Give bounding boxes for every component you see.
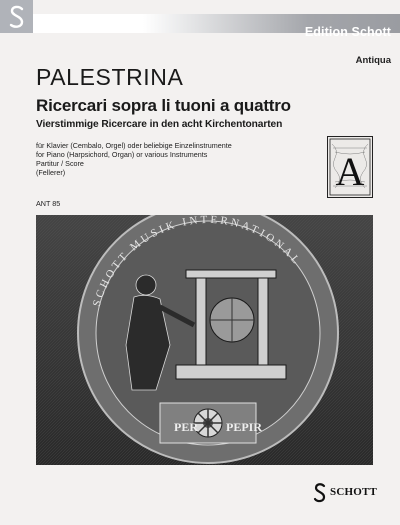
schott-s-logo	[0, 0, 33, 33]
instrumentation-en: for Piano (Harpsichord, Organ) or various Instruments	[36, 150, 208, 159]
edition-label: Edition Schott	[304, 25, 391, 39]
decorative-initial-a-icon	[327, 136, 373, 198]
editor: (Fellerer)	[36, 168, 66, 177]
publisher-name: SCHOTT	[330, 486, 378, 498]
series-label: Antiqua	[355, 55, 391, 66]
s-logo-icon	[8, 5, 26, 29]
initial-letter: A	[335, 149, 365, 194]
engraving-illustration	[36, 215, 373, 465]
header-bar	[0, 0, 400, 39]
catalog-number: ANT 85	[36, 199, 61, 208]
work-title: Ricercari sopra li tuoni a quattro	[36, 96, 291, 115]
svg-text:PEPIR: PEPIR	[226, 420, 262, 434]
score-type: Partitur / Score	[36, 159, 84, 168]
work-subtitle: Vierstimmige Ricercare in den acht Kirchentonarten	[36, 119, 283, 130]
instrumentation-de: für Klavier (Cembalo, Orgel) oder beliebige Einzelinstrumente	[36, 141, 232, 150]
svg-text:PER: PER	[174, 420, 198, 434]
composer-name: PALESTRINA	[36, 64, 184, 90]
seal-text: SCHOTT MUSIK INTERNATIONAL	[90, 215, 304, 308]
